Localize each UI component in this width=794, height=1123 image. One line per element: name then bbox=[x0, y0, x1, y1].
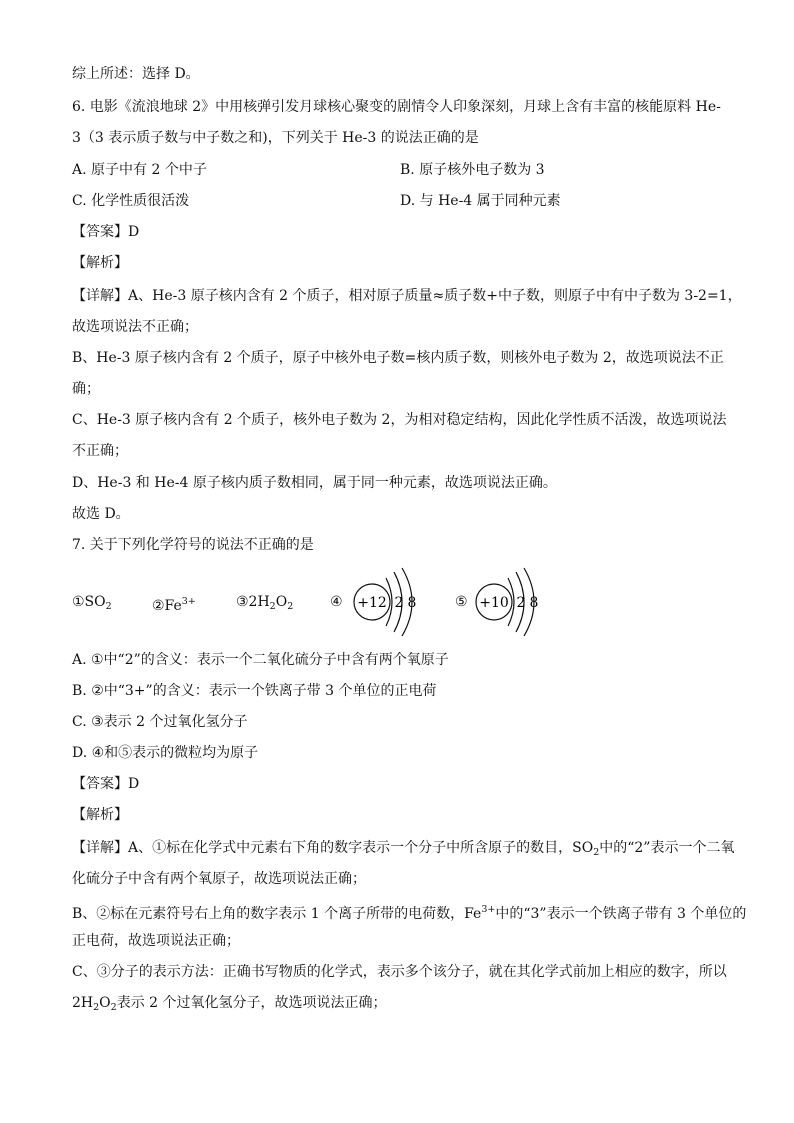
q7-option-b: B. ②中“3+”的含义：表示一个铁离子带 3 个单位的正电荷 bbox=[72, 683, 437, 699]
q6-detail-a1: 【详解】A、He-3 原子核内含有 2 个质子，相对原子质量≈质子数+中子数，则原子中有中子数为 3-2=1， bbox=[72, 288, 742, 304]
q7-option-c: C. ③表示 2 个过氧化氢分子 bbox=[72, 714, 248, 730]
q7-detail-c2: $2H_2O_2$表示 2 个过氧化氢分子，故选项说法正确； bbox=[72, 995, 387, 1013]
q6-detail-d: D、He-3 和 He-4 原子核内质子数相同，属于同一种元素，故选项说法正确。 bbox=[72, 475, 557, 491]
shell-arc bbox=[508, 578, 514, 626]
q6-detail-b1: B、He-3 原子核内含有 2 个质子，原子中核外电子数=核内质子数，则核外电子数为 2，故选项说法不正 bbox=[72, 350, 724, 366]
q6-detail-b2: 确； bbox=[72, 381, 100, 397]
q7-answer: 【答案】D bbox=[72, 776, 140, 792]
q6-option-d: D. 与 He-4 属于同种元素 bbox=[400, 193, 561, 209]
q7-option-d: D. ④和⑤表示的微粒均为原子 bbox=[72, 745, 259, 761]
q6-stem-line1: 6. 电影《流浪地球 2》中用核弹引发月球核心聚变的剧情令人印象深刻，月球上含有丰富的核能原料 He- bbox=[72, 99, 721, 115]
shell-electrons-2: 8 bbox=[529, 595, 539, 611]
q6-answer: 【答案】D bbox=[72, 224, 140, 240]
q6-option-c: C. 化学性质很活泼 bbox=[72, 193, 190, 209]
summary-line: 综上所述：选择 D。 bbox=[72, 66, 200, 82]
q6-detail-c2: 不正确； bbox=[72, 443, 128, 459]
q6-option-b: B. 原子核外电子数为 3 bbox=[400, 162, 545, 178]
nucleus-charge: +12 bbox=[357, 595, 387, 611]
q6-stem-line2: 3（3 表示质子数与中子数之和)，下列关于 He-3 的说法正确的是 bbox=[72, 130, 479, 146]
symbol-2h2o2: $③2H_2O_2$ bbox=[236, 594, 294, 612]
q7-detail-b1: B、②标在元素符号右上角的数字表示 1 个离子所带的电荷数，$Fe^{3+}$中的“3”表示一个铁离子带有 3 个单位的 bbox=[72, 904, 747, 922]
q7-detail-a1: 【详解】A、①标在化学式中元素右下角的数字表示一个分子中所含原子的数目，$SO_2$中的“2”表示一个二氧 bbox=[72, 840, 735, 858]
q7-detail-c1: C、③分子的表示方法：正确书写物质的化学式，表示多个该分子，就在其化学式前加上相应的数字，所以 bbox=[72, 964, 727, 980]
q7-stem: 7. 关于下列化学符号的说法不正确的是 bbox=[72, 537, 314, 553]
q7-analysis-heading: 【解析】 bbox=[72, 807, 128, 823]
symbol-fe3: $②Fe^{3+}$ bbox=[152, 596, 196, 614]
q6-detail-a2: 故选项说法不正确； bbox=[72, 319, 198, 335]
q6-conclusion: 故选 D。 bbox=[72, 506, 130, 522]
q6-detail-c1: C、He-3 原子核内含有 2 个质子，核外电子数为 2，为相对稳定结构，因此化学性质不活泼，故选项说法 bbox=[72, 412, 727, 428]
shell-electrons-1: 2 bbox=[516, 595, 526, 611]
atom-diagram-10 bbox=[472, 566, 552, 638]
symbol-5-label: ⑤ bbox=[455, 594, 468, 610]
symbol-4-label: ④ bbox=[330, 594, 343, 610]
shell-arc bbox=[386, 578, 392, 626]
shell-electrons-1: 2 bbox=[394, 595, 404, 611]
q7-option-a: A. ①中“2”的含义：表示一个二氧化硫分子中含有两个氧原子 bbox=[72, 652, 449, 668]
atom-diagram-12 bbox=[350, 566, 430, 638]
nucleus-charge: +10 bbox=[479, 595, 509, 611]
q7-detail-b2: 正电荷，故选项说法正确； bbox=[72, 933, 240, 949]
shell-electrons-2: 8 bbox=[407, 595, 417, 611]
q6-analysis-heading: 【解析】 bbox=[72, 255, 128, 271]
q7-detail-a2: 化硫分子中含有两个氧原子，故选项说法正确； bbox=[72, 871, 366, 887]
symbol-so2: $①SO_2$ bbox=[72, 594, 112, 612]
q6-option-a: A. 原子中有 2 个中子 bbox=[72, 162, 207, 178]
